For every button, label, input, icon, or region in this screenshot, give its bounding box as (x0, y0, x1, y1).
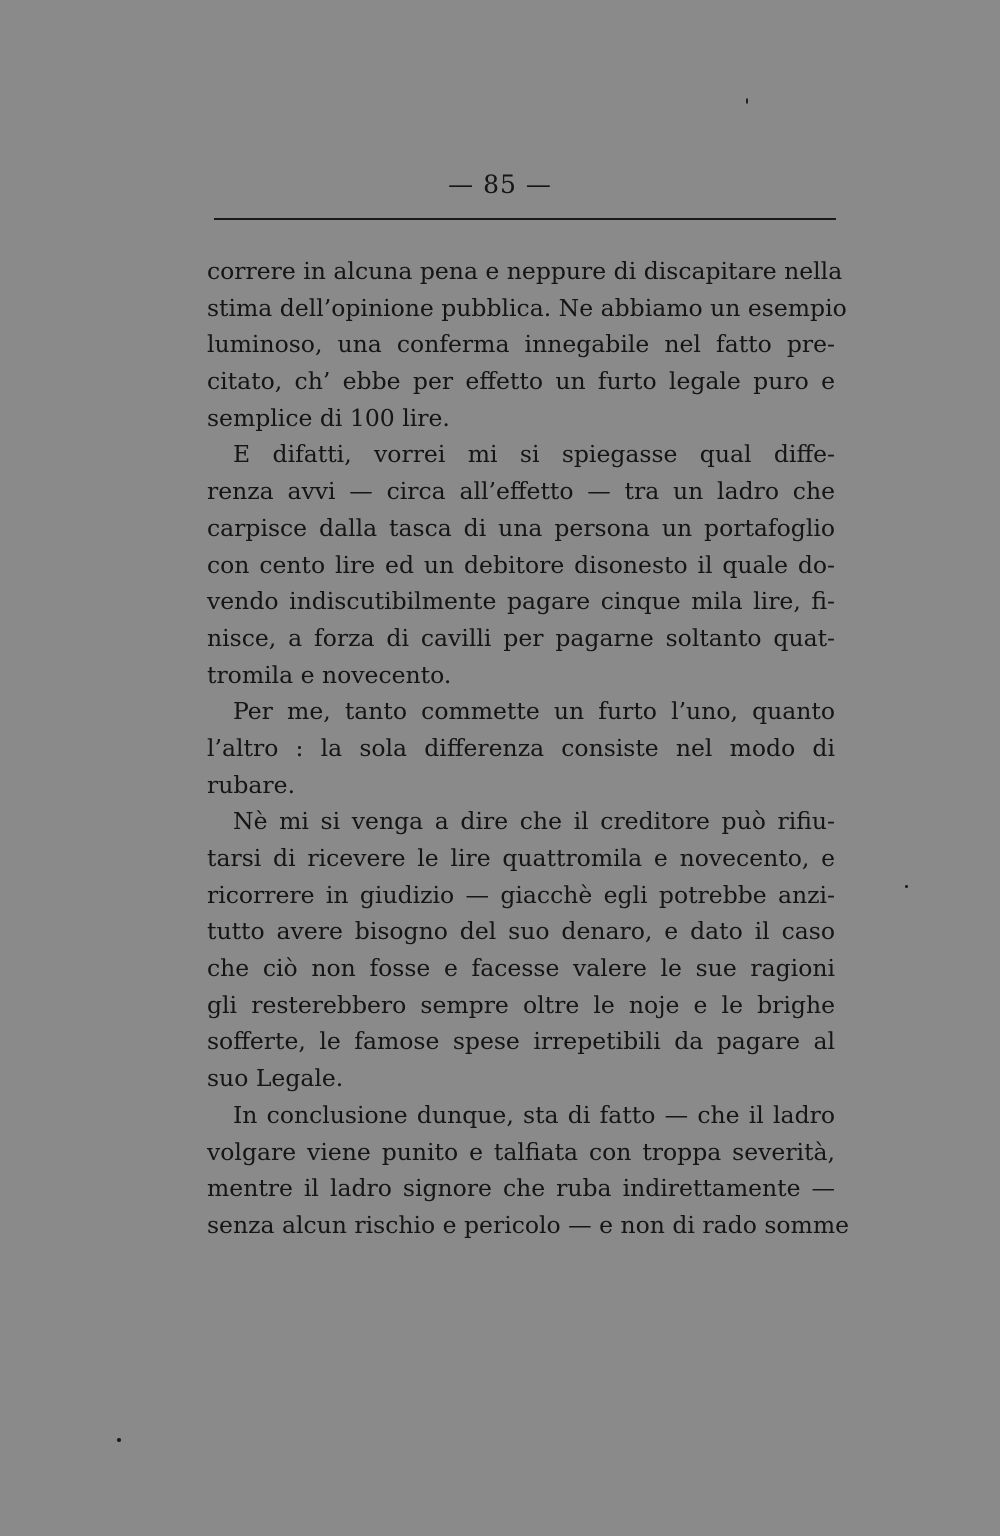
text-line: Nè mi si venga a dire che il creditore può rifiu- (233, 807, 835, 836)
text-line: ricorrere in giudizio — giacchè egli potrebbe anzi- (207, 880, 835, 909)
scan-speck (746, 98, 748, 104)
text-line: tromila e novecento. (207, 660, 452, 689)
text-line: mentre il ladro signore che ruba indirettamente — (207, 1174, 835, 1203)
text-line: gli resterebbero sempre oltre le noje e le brighe (207, 990, 835, 1019)
text-line: stima dell’opinione pubblica. Ne abbiamo un esempio (207, 293, 847, 322)
text-line: senza alcun rischio e pericolo — e non di rado somme (207, 1210, 850, 1239)
header-rule (214, 218, 836, 220)
text-line: vendo indiscutibilmente pagare cinque mila lire, fi- (207, 587, 835, 616)
page-number: — 85 — (448, 170, 552, 199)
text-line: carpisce dalla tasca di una persona un portafoglio (207, 513, 835, 542)
scan-speck (117, 1438, 121, 1442)
text-line: Per me, tanto commette un furto l’uno, quanto (233, 697, 835, 726)
body-text (207, 253, 850, 1244)
text-line: luminoso, una conferma innegabile nel fatto pre- (207, 330, 835, 359)
text-line: con cento lire ed un debitore disonesto il quale do- (207, 550, 835, 579)
text-line: semplice di 100 lire. (207, 403, 450, 432)
text-line: sofferte, le famose spese irrepetibili da pagare al (207, 1027, 835, 1056)
text-line: correre in alcuna pena e neppure di discapitare nella (207, 257, 843, 285)
text-line: E difatti, vorrei mi si spiegasse qual diffe- (233, 440, 835, 469)
text-line: che ciò non fosse e facesse valere le sue ragioni (207, 954, 835, 983)
text-line: suo Legale. (207, 1064, 344, 1093)
text-line: citato, ch’ ebbe per effetto un furto legale puro e (207, 367, 835, 396)
text-line: nisce, a forza di cavilli per pagarne soltanto quat- (207, 623, 835, 652)
text-line: tutto avere bisogno del suo denaro, e dato il caso (207, 917, 835, 946)
text-line: tarsi di ricevere le lire quattromila e novecento, e (207, 844, 835, 872)
scan-speck (905, 885, 908, 888)
text-line: l’altro : la sola differenza consiste nel modo di (207, 733, 835, 762)
text-line: In conclusione dunque, sta di fatto — che il ladro (233, 1100, 835, 1129)
text-line: volgare viene punito e talfiata con troppa severità, (207, 1137, 835, 1166)
text-line: rubare. (207, 770, 296, 799)
text-line: renza avvi — circa all’effetto — tra un ladro che (207, 477, 835, 506)
